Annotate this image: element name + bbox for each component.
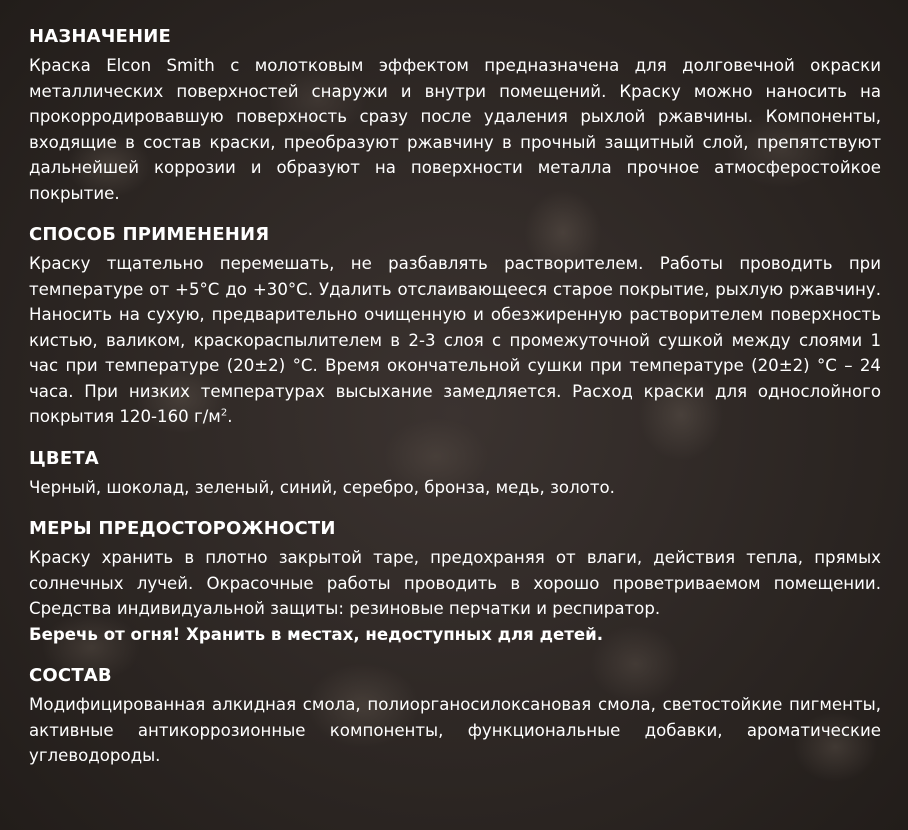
section-heading: СПОСОБ ПРИМЕНЕНИЯ — [29, 224, 270, 245]
section-precautions — [29, 517, 881, 647]
text-suffix: . — [227, 407, 233, 426]
section-heading: ЦВЕТА — [29, 447, 99, 469]
section-purpose — [29, 25, 881, 206]
superscript: 2 — [220, 407, 228, 419]
section-heading: НАЗНАЧЕНИЕ — [29, 26, 172, 47]
warning-text: Беречь от огня! Хранить в местах, недоступных для детей. — [29, 624, 604, 644]
section-application — [29, 223, 881, 430]
section-colors — [29, 447, 881, 501]
section-text: Модифицированная алкидная смола, полиорганосилоксановая смола, светостойкие пигменты, активные антикоррозионные компоненты, функциональные добавки, ароматические углеводороды. — [29, 695, 881, 765]
label-text-block — [29, 25, 881, 786]
application-text: Краску тщательно перемешать, не разбавлять растворителем. Работы проводить при температуре от +5°C до +30°C. Удалить отслаивающееся старое покрытие, рыхлую ржавчину. Наносить на сухую, предварительно очищенную и обезжиренную растворителем поверхность кистью, валиком, краскораспылителем в 2-3 слоя с промежуточной сушкой между слоями 1 час при температуре (20±2) °C. Время окончательной сушки при температуре (20±2) °C – 24 часа. При низких температурах высыхание замедляется. Расход краски для однослойного покрытия 120-160 г/м — [29, 254, 881, 426]
section-composition — [29, 664, 881, 769]
section-heading: МЕРЫ ПРЕДОСТОРОЖНОСТИ — [29, 518, 336, 539]
section-heading: СОСТАВ — [29, 665, 112, 686]
section-text: Краску хранить в плотно закрытой таре, предохраняя от влаги, действия тепла, прямых солнечных лучей. Окрасочные работы проводить в хорошо проветриваемом помещении. Средства индивидуальной защиты: резиновые перчатки и респиратор. — [29, 548, 881, 618]
section-text — [29, 251, 881, 430]
section-text: Краска Elcon Smith с молотковым эффектом предназначена для долговечной окраски металлических поверхностей снаружи и внутри помещений. Краску можно наносить на прокорродировавшую поверхность сразу после удаления рыхлой ржавчины. Компоненты, входящие в состав краски, преобразуют ржавчину в прочный защитный слой, препятствуют дальнейшей коррозии и образуют на поверхности металла прочное атмосферостойкое покрытие. — [29, 56, 881, 203]
section-text: Черный, шоколад, зеленый, синий, серебро, бронза, медь, золото. — [29, 477, 615, 497]
